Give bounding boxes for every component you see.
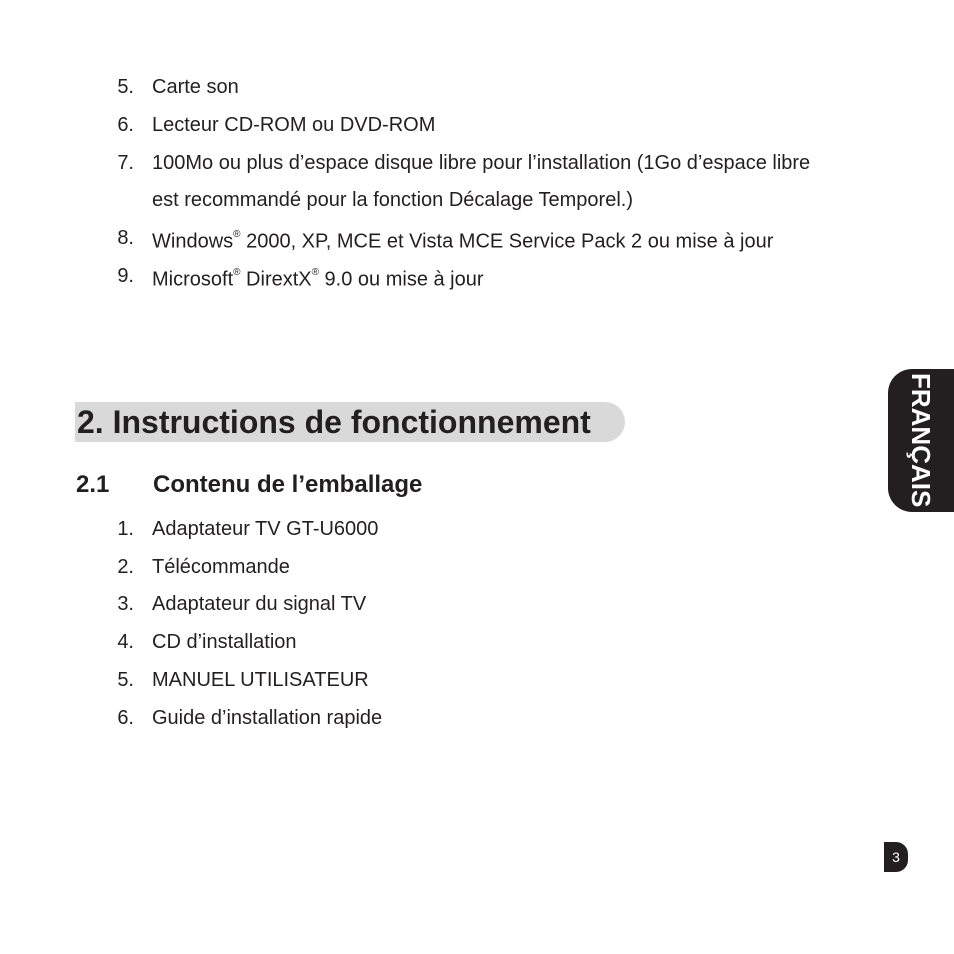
language-tab — [888, 369, 954, 512]
section-title: 2. Instructions de fonctionnement — [77, 404, 591, 440]
list-text: MANUEL UTILISATEUR — [152, 669, 369, 691]
list-text: Adaptateur TV GT-U6000 — [152, 518, 379, 540]
list-text: Lecteur CD-ROM ou DVD-ROM — [152, 114, 436, 136]
list-number: 6. — [117, 707, 134, 729]
list-number: 1. — [117, 518, 134, 540]
list-number: 9. — [117, 265, 134, 287]
list-text: Télécommande — [152, 556, 290, 578]
list-number: 7. — [117, 152, 134, 174]
list-text: est recommandé pour la fonction Décalage Temporel.) — [152, 189, 633, 211]
subsection-number: 2.1 — [76, 471, 110, 498]
list-number: 4. — [117, 631, 134, 653]
list-number: 5. — [117, 669, 134, 691]
list-text: Carte son — [152, 76, 239, 98]
list-number: 3. — [117, 593, 134, 615]
list-text: 100Mo ou plus d’espace disque libre pour l’installation (1Go d’espace libre — [152, 152, 811, 174]
list-text: Guide d’installation rapide — [152, 707, 383, 729]
list-text: CD d’installation — [152, 631, 297, 653]
list-number: 2. — [117, 556, 134, 578]
subsection-title: Contenu de l’emballage — [153, 471, 423, 498]
list-text: Adaptateur du signal TV — [152, 593, 367, 615]
list-text: Microsoft® DirextX® 9.0 ou mise à jour — [152, 267, 484, 291]
page-number: 3 — [884, 842, 908, 872]
language-tab-label: FRANÇAIS — [906, 373, 936, 508]
list-number: 6. — [117, 114, 134, 136]
list-text: Windows® 2000, XP, MCE et Vista MCE Service Pack 2 ou mise à jour — [152, 229, 774, 253]
list-number: 5. — [117, 76, 134, 98]
list-number: 8. — [117, 227, 134, 249]
